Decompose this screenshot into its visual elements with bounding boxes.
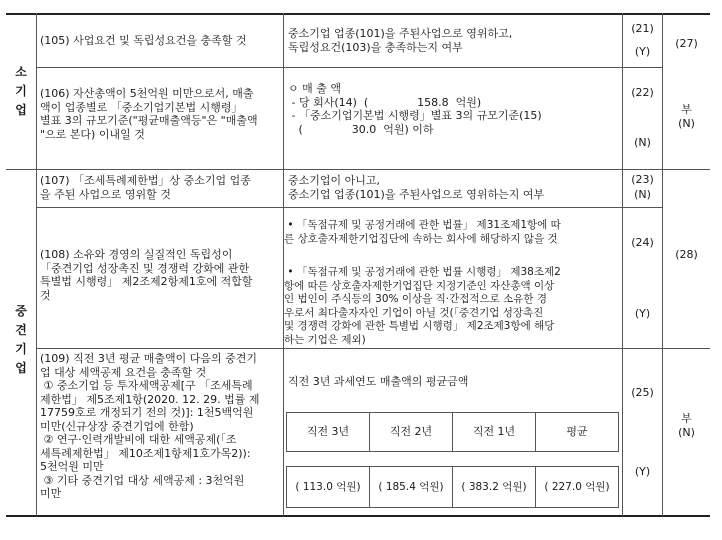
medium-total-result: 부 (N) (678, 412, 695, 439)
row-divider (36, 67, 662, 68)
answer-25: (Y) (634, 465, 651, 478)
criterion-108-first: • 「독점규제 및 공정거래에 관한 법률」 제31조제1항에 따 른 상호출자제한기업집단에 속하는 회사에 해당하지 않을 것 (284, 219, 561, 245)
sales-value-2y: ( 185.4 억원) (378, 481, 444, 493)
col-divider (283, 13, 284, 516)
code-21: (21) (631, 22, 654, 35)
medium-total-code: (28) (675, 248, 698, 261)
section-label-small-business: 소 기 업 (15, 65, 27, 117)
table-top-border (6, 13, 710, 15)
sales-header-avg: 평균 (566, 425, 588, 438)
requirement-106: (106) 자산총액이 5천억원 미만으로서, 매출 액이 업종별로 「중소기업기본법 시행령」 별표 3의 규모기준("평균매출액등"은 "매출액 "으로 본다) 이내일 것 (40, 87, 258, 141)
requirement-107: (107) 「조세특례제한법」상 중소기업 업종 을 주된 사업으로 영위할 것 (40, 174, 251, 201)
sales-value-1y: ( 383.2 억원) (461, 481, 527, 493)
criterion-106: ㅇ 매 출 액 - 당 회사(14) ( 158.8 억원) - 「중소기업기본법 시행령」별표 3의 규모기준(15) ( 30.0 억원) 이하 (288, 82, 542, 136)
requirement-105: (105) 사업요건 및 독립성요건을 충족할 것 (40, 34, 247, 47)
row-divider (36, 207, 662, 208)
requirement-109: (109) 직전 3년 평균 매출액이 다음의 중견기 업 대상 세액공제 요건을 충족할 것 ① 중소기업 등 투자세액공제[구 「조세특례 제한법」 제5조제1항(2020. 12. 29. 법률 제 17759호로 개정되기 전의 것)]: 1천5백억원 미만(신규상장 중견기업에 한함) ② 연구·인력개발비에 대한 세액공제(「조 세특례제한법」 제10조제1항제1호가목2)): 5천억원 미만 ③ 기타 중견기업 대상 세액공제 : 3천억원 미만 (40, 352, 260, 500)
criterion-109: 직전 3년 과세연도 매출액의 평균금액 (288, 375, 469, 388)
code-24: (24) (631, 236, 654, 249)
row-divider (36, 348, 710, 349)
answer-23: (N) (634, 188, 651, 201)
small-total-code: (27) (675, 37, 698, 50)
section-label-medium-business: 중 견 기 업 (15, 304, 27, 375)
col-divider (662, 13, 663, 516)
answer-21: (Y) (634, 45, 651, 58)
answer-22: (N) (634, 136, 651, 149)
criterion-108-second: • 「독점규제 및 공정거래에 관한 법률 시행령」 제38조제2 항에 따른 상호출자제한기업집단 지정기준인 자산총액 이상 인 법인이 주식등의 30% 이상을 직·간접적으로 소유한 경 우로서 최다출자자인 기업이 아닐 것(「중견기업 성장촉진 및 경쟁력 강화에 관한 특별법 시행령」 제2조제3항에 해당 하는 기업은 제외) (284, 266, 561, 346)
answer-24: (Y) (634, 307, 651, 320)
code-25: (25) (631, 386, 654, 399)
criterion-107: 중소기업이 아니고, 중소기업 업종(101)을 주된사업으로 영위하는지 여부 (288, 174, 545, 201)
sales-header-1y: 직전 1년 (472, 425, 516, 438)
col-divider (36, 13, 37, 516)
table-bottom-border (6, 515, 710, 517)
code-23: (23) (631, 173, 654, 186)
criterion-105: 중소기업 업종(101)을 주된사업으로 영위하고, 독립성요건(103)을 충족하는지 여부 (288, 27, 513, 54)
sales-value-avg: ( 227.0 억원) (544, 481, 610, 493)
requirement-108: (108) 소유와 경영의 실질적인 독립성이 「중견기업 성장촉진 및 경쟁력 강화에 관한 특별법 시행령」 제2조제2항제1호에 적합할 것 (40, 248, 253, 302)
sales-header-3y: 직전 3년 (306, 425, 350, 438)
code-22: (22) (631, 86, 654, 99)
sales-header-2y: 직전 2년 (389, 425, 433, 438)
section-divider (6, 169, 710, 170)
small-total-result: 부 (N) (678, 103, 695, 130)
sales-value-3y: ( 113.0 억원) (295, 481, 361, 493)
